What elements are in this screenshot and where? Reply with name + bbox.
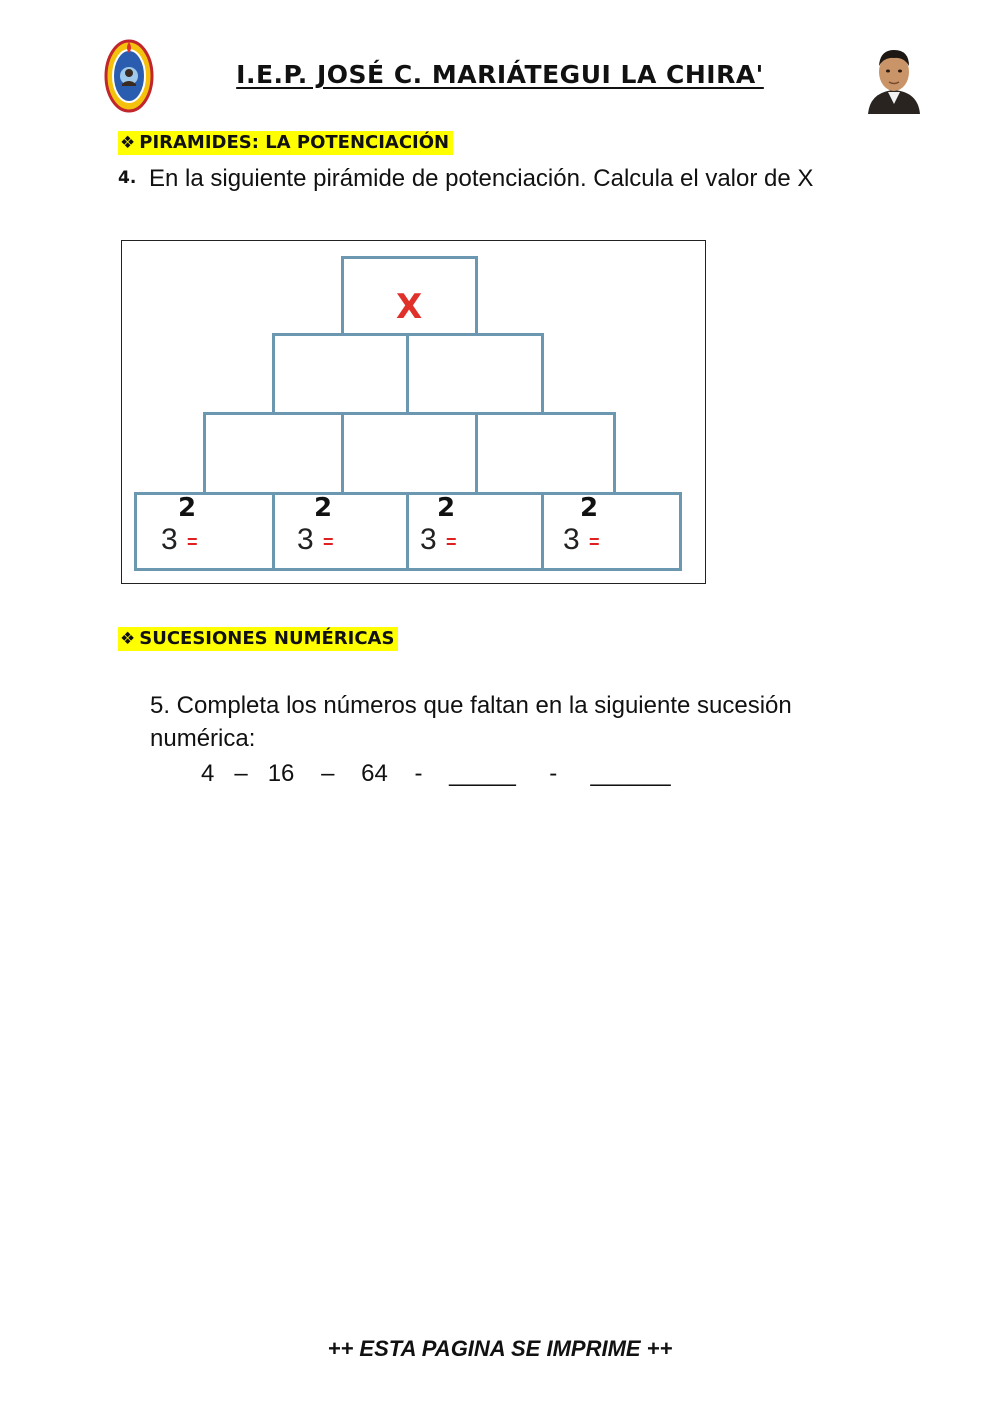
equals-sign: = (589, 532, 600, 552)
section-title: PIRAMIDES: LA POTENCIACIÓN (139, 132, 450, 153)
equals-sign: = (446, 532, 457, 552)
pyramid-row2-cell (272, 333, 409, 415)
power-expression (161, 493, 198, 557)
question-5-text: 5. Completa los números que faltan en la siguiente sucesión numérica: (150, 692, 792, 752)
power-base: 3 (420, 523, 437, 556)
diamond-bullet-icon: ❖ (120, 133, 136, 153)
power-expression (420, 493, 457, 557)
pyramid-base-cell (406, 492, 544, 571)
number-sequence: 4 – 16 – 64 - _____ - ______ (201, 760, 671, 787)
pyramid-row3-cell (341, 412, 478, 495)
pyramid-row3-cell (475, 412, 616, 495)
unknown-x-label: X (396, 287, 423, 327)
pyramid-base-cell (272, 492, 409, 571)
portrait-image (864, 40, 924, 114)
diamond-bullet-icon: ❖ (120, 629, 136, 649)
equals-sign: = (187, 532, 198, 552)
print-footer: ++ ESTA PAGINA SE IMPRIME ++ (327, 1336, 673, 1361)
power-expression (297, 493, 334, 557)
pyramid-row2-cell (406, 333, 544, 415)
power-base: 3 (297, 523, 314, 556)
equals-sign: = (323, 532, 334, 552)
power-base: 3 (563, 523, 580, 556)
pyramid-top-cell (341, 256, 478, 336)
pyramid-base-cell (134, 492, 275, 571)
power-exponent: 2 (178, 493, 197, 523)
power-expression (563, 493, 600, 557)
section-title: SUCESIONES NUMÉRICAS (139, 628, 395, 649)
section-heading-sucesiones (118, 627, 398, 651)
question-number: 4. (118, 168, 137, 188)
pyramid-row3-cell (203, 412, 344, 495)
power-base: 3 (161, 523, 178, 556)
question-4-text: En la siguiente pirámide de potenciación. Calcula el valor de X (149, 165, 814, 192)
power-exponent: 2 (580, 493, 599, 523)
pyramid-base-cell (541, 492, 682, 571)
school-title: I.E.P. JOSÉ C. MARIÁTEGUI LA CHIRA' (236, 60, 764, 89)
power-exponent: 2 (314, 493, 333, 523)
power-exponent: 2 (437, 493, 456, 523)
section-heading-potenciacion (118, 131, 453, 155)
